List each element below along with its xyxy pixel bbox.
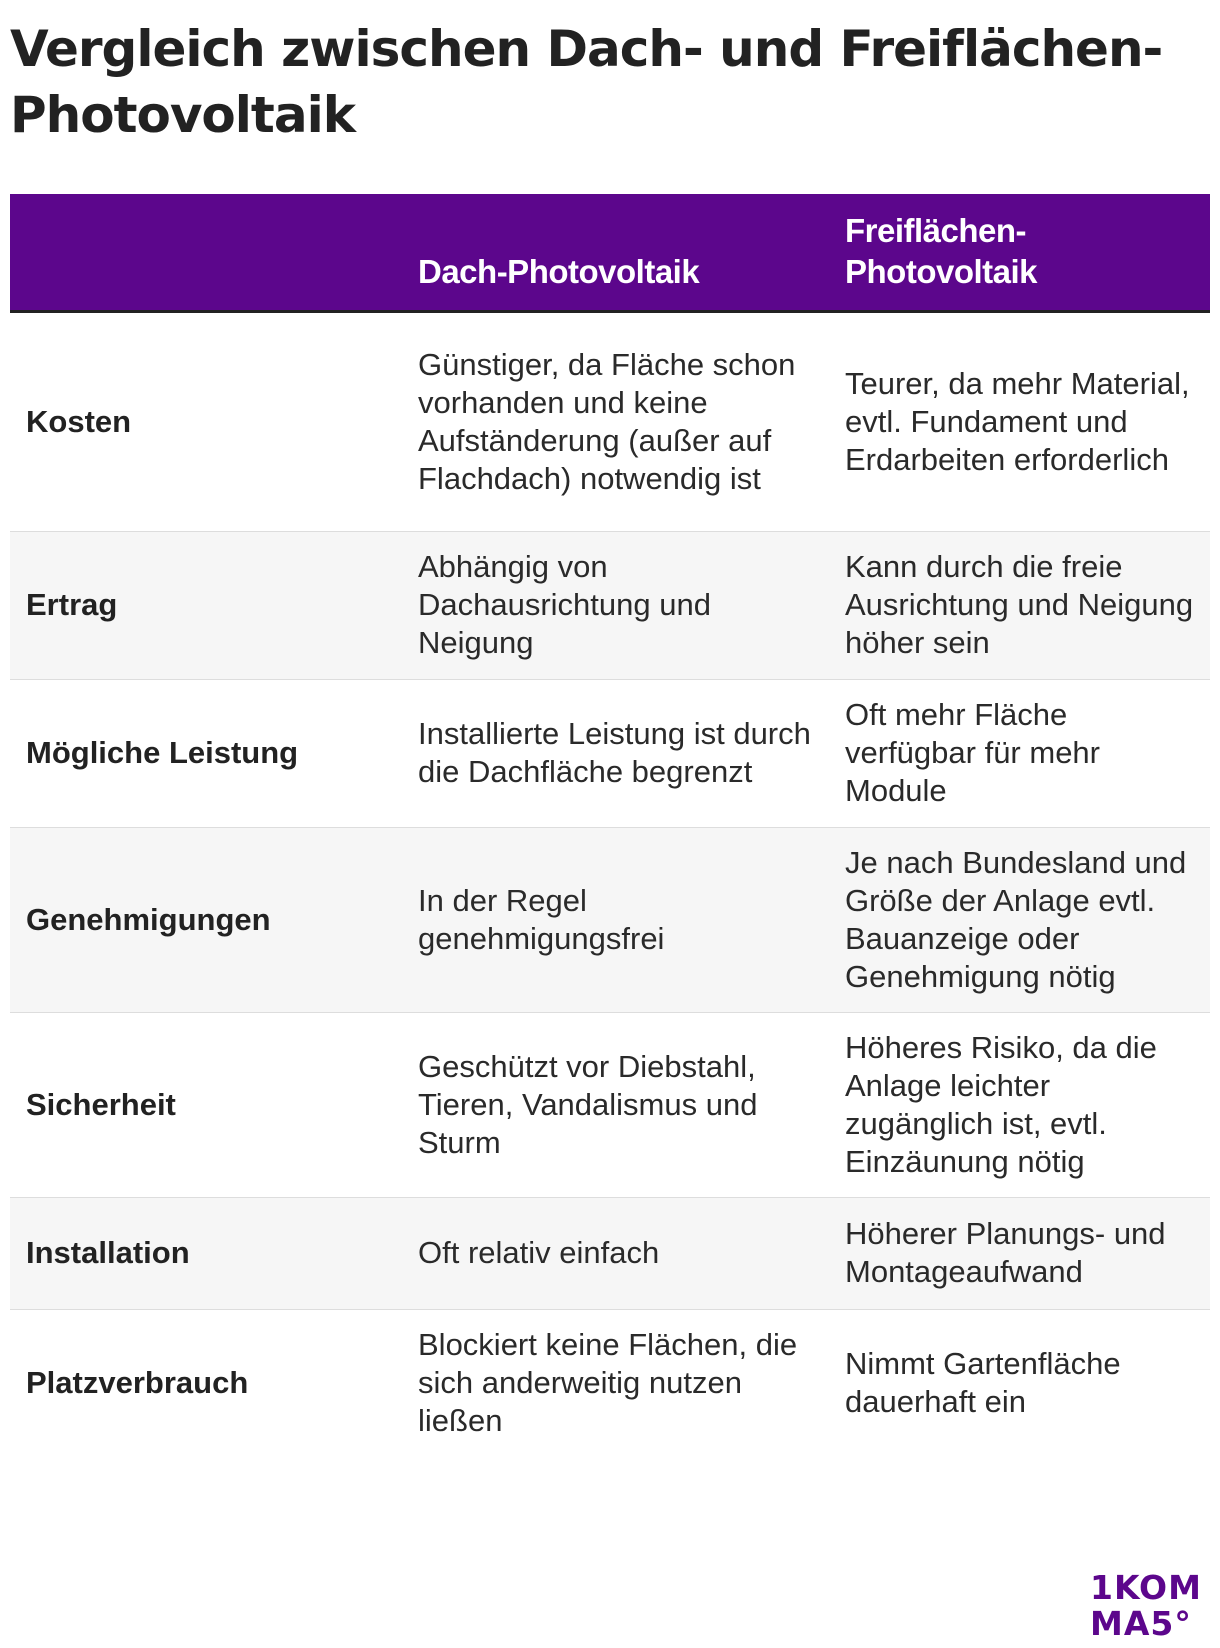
brand-logo (1090, 1570, 1200, 1642)
header-freiflaechen-photovoltaik: Freiflächen-Photovoltaik (829, 194, 1210, 311)
cell-frei: Je nach Bundesland und Größe der Anlage evtl. Bauanzeige oder Genehmigung nötig (829, 827, 1210, 1012)
table-row-sicherheit (10, 1012, 1210, 1197)
table-header-row (10, 194, 1210, 311)
cell-frei: Oft mehr Fläche verfügbar für mehr Module (829, 679, 1210, 827)
cell-frei: Nimmt Gartenfläche dauerhaft ein (845, 1346, 1121, 1420)
cell-dach: In der Regel genehmigungsfrei (402, 827, 829, 1012)
table-row-genehmigungen (10, 827, 1210, 1012)
table-row-ertrag (10, 531, 1210, 679)
table-row-moegliche-leistung (10, 679, 1210, 827)
cell-frei: Kann durch die freie Ausrichtung und Neigung höher sein (829, 531, 1210, 679)
logo-line-2: MA5° (1090, 1604, 1192, 1643)
cell-dach: Blockiert keine Flächen, die sich anderweitig nutzen ließen (418, 1327, 798, 1439)
cell-dach: Abhängig von Dachausrichtung und Neigung (402, 531, 829, 679)
row-label: Installation (10, 1197, 402, 1309)
cell-dach: Geschützt vor Diebstahl, Tieren, Vandalismus und Sturm (402, 1012, 829, 1197)
cell-frei: Teurer, da mehr Material, evtl. Fundament und Erdarbeiten erforderlich (829, 311, 1210, 531)
table-row-kosten (10, 311, 1210, 531)
cell-frei: Höheres Risiko, da die Anlage leichter zugänglich ist, evtl. Einzäunung nötig (829, 1012, 1210, 1197)
row-label: Sicherheit (10, 1012, 402, 1197)
logo-line-1: 1KOM (1090, 1568, 1202, 1607)
cell-dach: Günstiger, da Fläche schon vorhanden und keine Aufständerung (außer auf Flachdach) notwendig ist (402, 311, 829, 531)
page-title: Vergleich zwischen Dach- und Freiflächen-Photovoltaik (10, 20, 1163, 144)
table-row-platzverbrauch (10, 1309, 1210, 1457)
cell-frei: Höherer Planungs- und Montageaufwand (829, 1197, 1210, 1309)
header-dach-photovoltaik: Dach-Photovoltaik (402, 194, 829, 311)
header-empty (10, 194, 402, 311)
row-label: Mögliche Leistung (10, 679, 402, 827)
table-row-installation (10, 1197, 1210, 1309)
row-label: Kosten (10, 311, 402, 531)
comparison-table (10, 194, 1210, 1457)
row-label: Ertrag (10, 531, 402, 679)
cell-dach: Installierte Leistung ist durch die Dachfläche begrenzt (402, 679, 829, 827)
row-label: Platzverbrauch (26, 1365, 249, 1401)
cell-dach: Oft relativ einfach (402, 1197, 829, 1309)
row-label: Genehmigungen (10, 827, 402, 1012)
